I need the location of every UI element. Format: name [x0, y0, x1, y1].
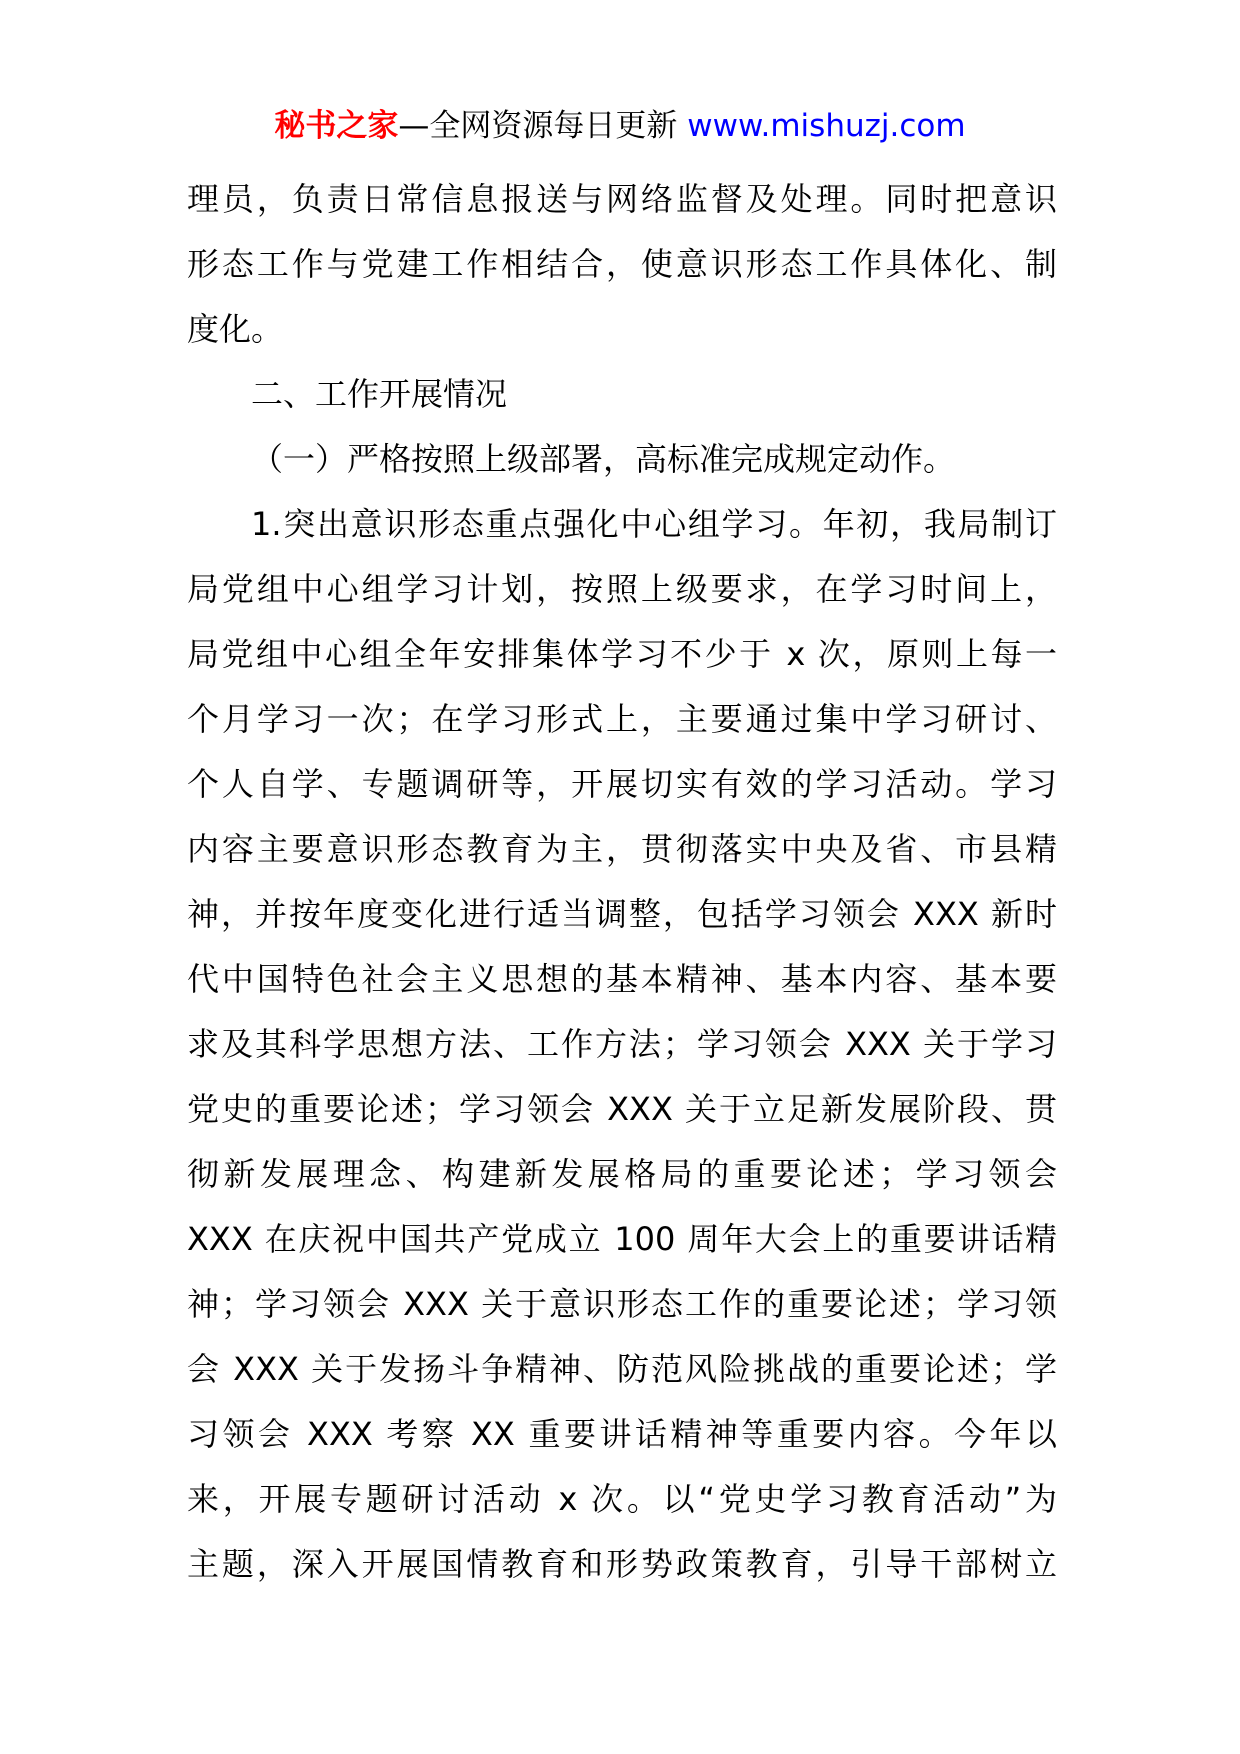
site-url-link[interactable]: www.mishuzj.com [687, 108, 966, 144]
text-line: 主题，深入开展国情教育和形势政策教育，引导干部树立 [187, 1545, 1057, 1583]
text-line: XXX 在庆祝中国共产党成立 100 周年大会上的重要讲话精 [187, 1220, 1057, 1258]
text-line: 神，并按年度变化进行适当调整，包括学习领会 XXX 新时 [187, 895, 1057, 933]
text-line: 度化。 [187, 310, 284, 348]
text-line: 习领会 XXX 考察 XX 重要讲话精神等重要内容。今年以 [187, 1415, 1057, 1453]
text-line: 来，开展专题研讨活动 x 次。以“党史学习教育活动”为 [187, 1480, 1057, 1518]
text-line: 彻新发展理念、构建新发展格局的重要论述；学习领会 [187, 1155, 1057, 1193]
section-heading: 二、工作开展情况 [251, 375, 508, 413]
paragraph-first-line: 1.突出意识形态重点强化中心组学习。年初，我局制订 [251, 505, 1057, 543]
text-line: 内容主要意识形态教育为主，贯彻落实中央及省、市县精 [187, 830, 1057, 868]
brand-name: 秘书之家 [274, 108, 399, 144]
text-line: 局党组中心组学习计划，按照上级要求，在学习时间上， [187, 570, 1057, 608]
text-line: 理员，负责日常信息报送与网络监督及处理。同时把意识 [187, 180, 1057, 218]
text-line: 个人自学、专题调研等，开展切实有效的学习活动。学习 [187, 765, 1057, 803]
text-line: 局党组中心组全年安排集体学习不少于 x 次，原则上每一 [187, 635, 1057, 673]
header-tagline: —全网资源每日更新 [398, 108, 678, 144]
text-line: 形态工作与党建工作相结合，使意识形态工作具体化、制 [187, 245, 1057, 283]
text-line: 求及其科学思想方法、工作方法；学习领会 XXX 关于学习 [187, 1025, 1057, 1063]
text-line: 个月学习一次；在学习形式上，主要通过集中学习研讨、 [187, 700, 1057, 738]
text-line: 会 XXX 关于发扬斗争精神、防范风险挑战的重要论述；学 [187, 1350, 1057, 1388]
text-line: 党史的重要论述；学习领会 XXX 关于立足新发展阶段、贯 [187, 1090, 1057, 1128]
subsection-heading: （一）严格按照上级部署，高标准完成规定动作。 [251, 440, 956, 478]
document-body [187, 167, 1057, 1597]
site-header [0, 104, 1240, 148]
text-line: 神；学习领会 XXX 关于意识形态工作的重要论述；学习领 [187, 1285, 1057, 1323]
text-line: 代中国特色社会主义思想的基本精神、基本内容、基本要 [187, 960, 1057, 998]
